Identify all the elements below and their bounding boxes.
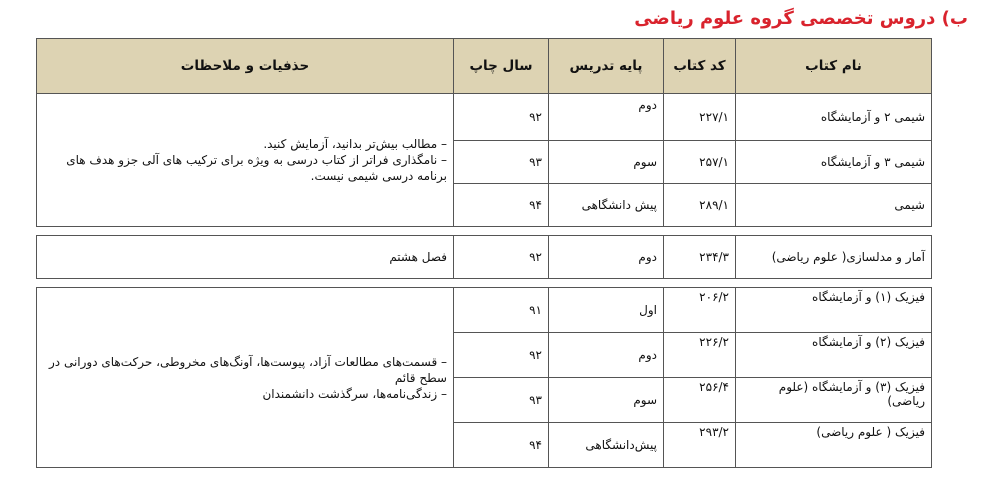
book-name: شیمی ۲ و آزمایشگاه xyxy=(736,94,932,141)
book-name: آمار و مدلسازی( علوم ریاضی) xyxy=(736,236,932,279)
book-name: فیزیک (۱) و آزمایشگاه xyxy=(736,288,932,333)
teaching-level: پیش دانشگاهی xyxy=(549,184,664,227)
print-year: ۹۲ xyxy=(454,333,549,378)
book-code: ۲۹۳/۲ xyxy=(664,423,736,468)
row-gap xyxy=(37,227,932,236)
print-year: ۹۱ xyxy=(454,288,549,333)
table-row xyxy=(37,236,932,279)
book-name: فیزیک ( علوم ریاضی) xyxy=(736,423,932,468)
book-code: ۲۳۴/۳ xyxy=(664,236,736,279)
teaching-level: دوم xyxy=(549,333,664,378)
notes-chemistry xyxy=(37,94,454,227)
book-code: ۲۵۶/۴ xyxy=(664,378,736,423)
notes-statistics: فصل هشتم xyxy=(37,236,454,279)
header-notes: حذفیات و ملاحظات xyxy=(37,39,454,94)
print-year: ۹۲ xyxy=(454,236,549,279)
teaching-level: اول xyxy=(549,288,664,333)
book-name: فیزیک (۳) و آزمایشگاه (علوم ریاضی) xyxy=(736,378,932,423)
header-teaching-level: پایه تدریس xyxy=(549,39,664,94)
table-row xyxy=(37,94,932,141)
note-line: – قسمت‌های مطالعات آزاد، پیوست‌ها، آونگ‌های مخروطی، حرکت‌های دورانی در سطح قائم xyxy=(49,354,447,385)
table-header-row xyxy=(37,39,932,94)
print-year: ۹۲ xyxy=(454,94,549,141)
book-code: ۲۸۹/۱ xyxy=(664,184,736,227)
note-line: – نامگذاری فراتر از کتاب درسی به ویژه برای ترکیب های آلی جزو هدف های برنامه درسی شیمی نیست. xyxy=(66,153,447,183)
note-line: – زندگی‌نامه‌ها، سرگذشت دانشمندان xyxy=(262,386,447,401)
courses-table xyxy=(36,38,932,468)
teaching-level: دوم xyxy=(549,236,664,279)
book-name: فیزیک (۲) و آزمایشگاه xyxy=(736,333,932,378)
section-heading: ب) دروس تخصصی گروه علوم ریاضی xyxy=(634,8,968,29)
print-year: ۹۳ xyxy=(454,378,549,423)
teaching-level: سوم xyxy=(549,141,664,184)
book-code: ۲۲۶/۲ xyxy=(664,333,736,378)
notes-physics xyxy=(37,288,454,468)
row-gap xyxy=(37,279,932,288)
teaching-level: پیش‌دانشگاهی xyxy=(549,423,664,468)
book-name: شیمی xyxy=(736,184,932,227)
book-code: ۲۵۷/۱ xyxy=(664,141,736,184)
header-book-code: کد کتاب xyxy=(664,39,736,94)
teaching-level: دوم xyxy=(549,94,664,141)
book-name: شیمی ۳ و آزمایشگاه xyxy=(736,141,932,184)
print-year: ۹۳ xyxy=(454,141,549,184)
header-print-year: سال چاپ xyxy=(454,39,549,94)
note-line: – مطالب بیش‌تر بدانید، آزمایش کنید. xyxy=(263,137,447,151)
book-code: ۲۰۶/۲ xyxy=(664,288,736,333)
header-book-name: نام کتاب xyxy=(736,39,932,94)
teaching-level: سوم xyxy=(549,378,664,423)
print-year: ۹۴ xyxy=(454,184,549,227)
print-year: ۹۴ xyxy=(454,423,549,468)
table-row xyxy=(37,288,932,333)
book-code: ۲۲۷/۱ xyxy=(664,94,736,141)
